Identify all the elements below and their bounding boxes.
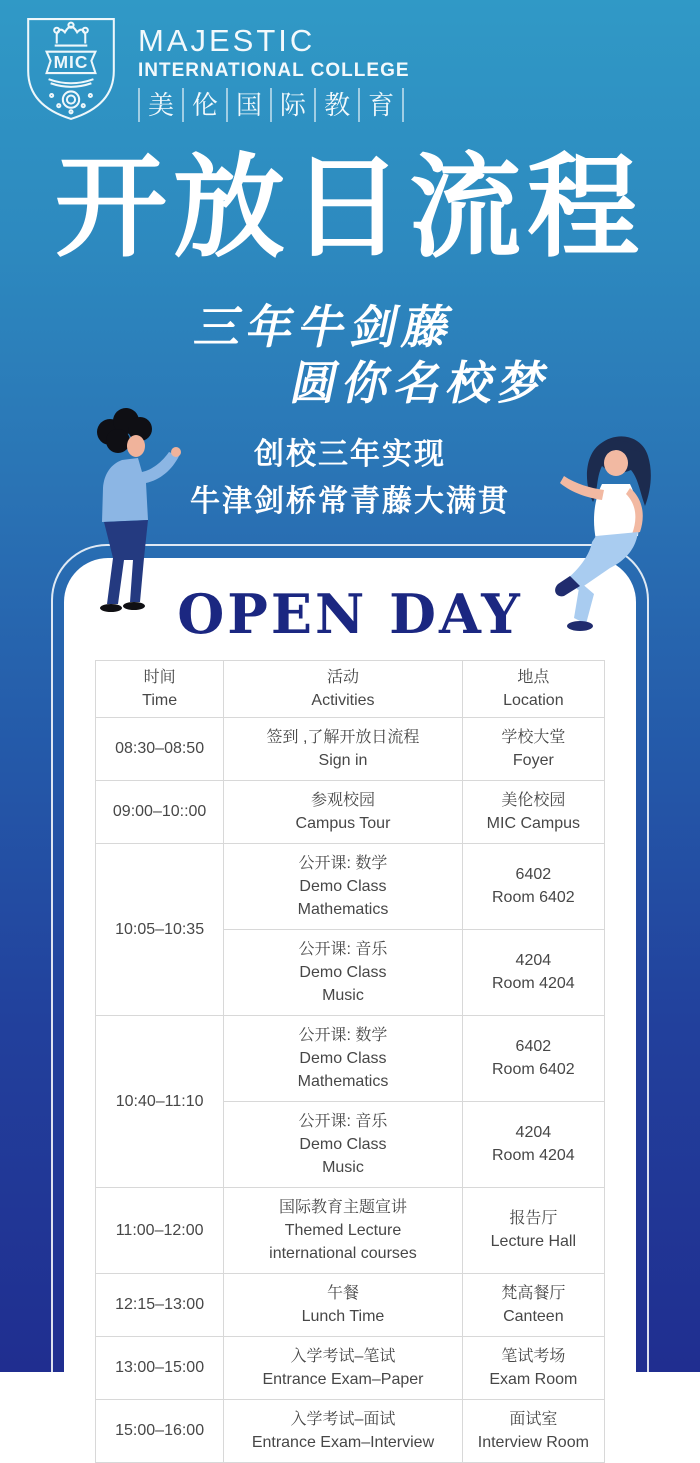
table-row [96,717,605,780]
cell-location: 6402 Room 6402 [462,1015,604,1101]
header-location [462,660,604,717]
cell-time: 08:30–08:50 [96,717,224,780]
cell-activity: 参观校园 Campus Tour [224,780,462,843]
cell-location: 报告厅 Lecture Hall [462,1187,604,1273]
brand-cn-char: 育 [358,88,404,122]
brand-text [138,16,410,122]
table-row [96,1399,605,1462]
description-line-2: 牛津剑桥常青藤大满贯 [190,485,510,518]
cell-location: 学校大堂 Foyer [462,717,604,780]
brand-cn-char: 际 [270,88,314,122]
header-time [96,660,224,717]
cell-activity: 入学考试–笔试 Entrance Exam–Paper [224,1336,462,1399]
cell-time: 15:00–16:00 [96,1399,224,1462]
brand-header [20,16,410,122]
header-activities-cn: 活动 [326,668,359,686]
cell-activity: 午餐 Lunch Time [224,1273,462,1336]
cell-location: 4204 Room 4204 [462,929,604,1015]
table-row [96,843,605,929]
brand-subname-en: INTERNATIONAL COLLEGE [138,60,410,81]
cell-location: 梵高餐厅 Canteen [462,1273,604,1336]
table-row [96,780,605,843]
header-location-en: Location [503,691,564,709]
slogan-line-1: 三年牛剑藤 [190,301,462,353]
cell-time: 10:40–11:10 [96,1015,224,1187]
cell-location: 6402 Room 6402 [462,843,604,929]
header-location-cn: 地点 [517,668,550,686]
table-row [96,1273,605,1336]
slogan-line-2: 圆你名校梦 [286,357,558,409]
brand-cn-char: 美 [138,88,182,122]
svg-text:MIC: MIC [53,51,89,72]
cell-activity: 入学考试–面试 Entrance Exam–Interview [224,1399,462,1462]
cell-activity: 公开课: 数学 Demo Class Mathematics [224,1015,462,1101]
description-line-1: 创校三年实现 [254,438,446,471]
cell-time: 09:00–10::00 [96,780,224,843]
open-day-heading: OPEN DAY [177,582,523,646]
illustration-woman-sitting [540,426,700,641]
cell-activity: 签到 ,了解开放日流程 Sign in [224,717,462,780]
school-shield-logo-icon [20,16,122,122]
header-activities-en: Activities [311,691,375,709]
schedule-card [64,558,636,1451]
cell-time: 12:15–13:00 [96,1273,224,1336]
cell-time: 10:05–10:35 [96,843,224,1015]
brand-cn-char: 国 [226,88,270,122]
brand-cn-char: 伦 [182,88,226,122]
brand-name-cn [138,88,410,122]
brand-cn-char: 教 [314,88,358,122]
schedule-table [95,660,605,1463]
table-row [96,1336,605,1399]
cell-activity: 公开课: 数学 Demo Class Mathematics [224,843,462,929]
brand-name-en: MAJESTIC [138,23,316,58]
header-time-en: Time [142,691,178,709]
cell-activity: 国际教育主题宣讲 Themed Lecture international courses [224,1187,462,1273]
cell-location: 面试室 Interview Room [462,1399,604,1462]
table-row [96,1015,605,1101]
header-time-cn: 时间 [143,668,176,686]
cell-activity: 公开课: 音乐 Demo Class Music [224,1101,462,1187]
table-row [96,1187,605,1273]
cell-location: 美伦校园 MIC Campus [462,780,604,843]
cell-time: 13:00–15:00 [96,1336,224,1399]
poster-title: 开放日流程 [55,142,645,273]
cell-activity: 公开课: 音乐 Demo Class Music [224,929,462,1015]
illustration-man-pointing [76,410,186,615]
cell-location: 笔试考场 Exam Room [462,1336,604,1399]
header-activities [224,660,462,717]
cell-location: 4204 Room 4204 [462,1101,604,1187]
cell-time: 11:00–12:00 [96,1187,224,1273]
table-header-row [96,660,605,717]
